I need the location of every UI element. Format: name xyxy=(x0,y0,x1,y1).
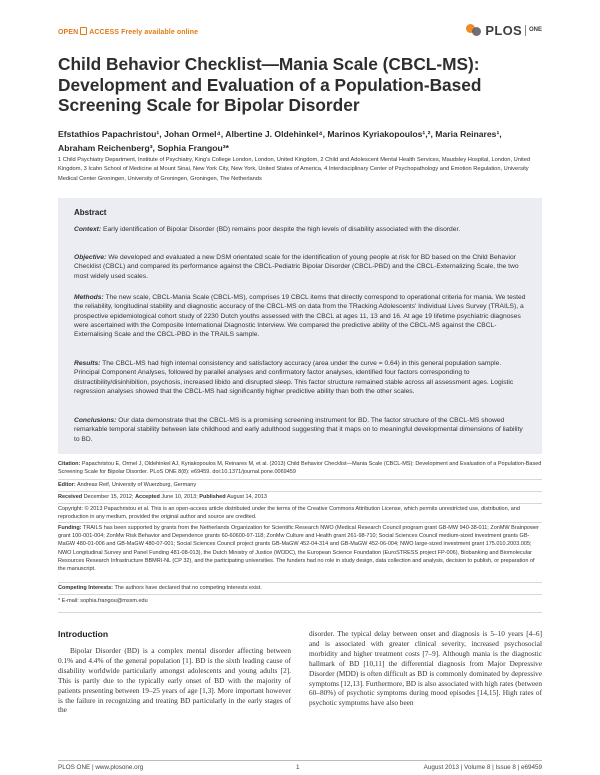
citation-text: Papachristou E, Ormel J, Oldehinkel AJ, Kyriakopoulos M, Reinares M, et al. (2013) Child Behavior Checklist—Mania Scale (CBCL-MS): Development and Evaluation of a Population-Based Screening Scale for Bipolar Disorder. PLoS ONE 8(8): e69459. doi:10.1371/journal.pone.0069459 xyxy=(58,461,542,476)
copyright: Copyright: © 2013 Papachristou et al. This is an open-access article distributed under the terms of the Creative Commons Attribution License, which permits unrestricted use, distribution, and reproduction in any medium, provided the original author and source are credited. xyxy=(58,506,520,521)
affiliations: 1 Child Psychiatry Department, Institute of Psychiatry, King's College London, London, United Kingdom, 2 Child and Adolescent Mental Health Services, Maudsley Hospital, London, United Kingdom, 3 Icahn School of Medicine at Mount Sinai, New York City, New York, United States of America, 4 Interdisciplinary Center of Psychopathology and Emotion Regulation, University Medical Center Groningen, University of Groningen, Groningen, The Netherlands xyxy=(58,157,531,182)
context-text: Early identification of Bipolar Disorder (BD) remains poor despite the high levels of disability associated with the disorder. xyxy=(102,226,461,233)
abstract-heading: Abstract xyxy=(74,208,107,217)
footer-issue-info: August 2013 | Volume 8 | Issue 8 | e69459 xyxy=(423,764,542,771)
abstract-objective xyxy=(74,253,526,281)
access-label: ACCESS xyxy=(89,29,120,36)
divider xyxy=(58,479,542,480)
freely-available-label: Freely available online xyxy=(121,29,199,36)
accepted-label: Accepted xyxy=(135,494,160,500)
footer-journal-link[interactable]: PLOS ONE | www.plosone.org xyxy=(58,764,144,771)
intro-column-right: disorder. The typical delay between onset and diagnosis is 5–10 years [4–6] and is associated with greater clinical severity, increased psychosocial morbidity and higher treatment costs [7–9]. Although mania is the diagnostic hallmark of BD [10,11] the differential diagnosis from Major Depressive Disorder (MDD) is often difficult as BD is commonly dominated by depressive symptoms [12,13]. Furthermore, BD is also associated with high rates (between 60–80%) of psychotic symptoms during mood episodes [14,15]. High rates of psychotic symptoms have also been xyxy=(309,629,542,708)
plos-logo-icon xyxy=(466,22,482,38)
published-date: August 14, 2013 xyxy=(226,494,267,500)
divider xyxy=(58,612,542,613)
conclusions-label: Conclusions: xyxy=(74,417,117,424)
citation xyxy=(58,460,542,476)
logo-one-text: ONE xyxy=(528,27,542,33)
article-title: Child Behavior Checklist—Mania Scale (CBCL-MS): Development and Evaluation of a Population-Based Screening Scale for Bipolar Disorder xyxy=(58,54,482,115)
citation-label: Citation: xyxy=(58,461,81,467)
received-label: Received xyxy=(58,494,83,500)
open-label: OPEN xyxy=(58,29,79,36)
logo-separator xyxy=(525,25,526,36)
divider xyxy=(58,503,542,504)
objective-label: Objective: xyxy=(74,254,107,261)
abstract-context xyxy=(74,225,526,234)
journal-header xyxy=(58,22,542,42)
abstract-box xyxy=(58,198,542,454)
methods-label: Methods: xyxy=(74,294,104,301)
competing-interests xyxy=(58,584,542,592)
divider xyxy=(58,522,542,523)
open-access-lock-icon xyxy=(80,27,87,35)
editor-text: Andreas Reif, University of Wuerzburg, Germany xyxy=(76,482,197,488)
results-text: The CBCL-MS had high internal consistency and satisfactory accuracy (area under the curve = 0.64) in this general population sample. Principal Component Analyses, followed by parallel analyses and confirmatory factor analyses, identified four factors corresponding to distractibility/disinhibition, psychosis, increased libido and disrupted sleep. This factor structure remained stable across all assessment ages. Logistic regression analyses showed that the CBCL-MS had significantly higher predictive ability than both the other scales. xyxy=(74,360,514,396)
funding xyxy=(58,524,542,573)
divider xyxy=(58,491,542,492)
open-access-banner xyxy=(58,27,198,36)
context-label: Context: xyxy=(74,226,102,233)
abstract-conclusions xyxy=(74,416,526,444)
author-list: Efstathios Papachristou¹, Johan Ormel⁴, Albertine J. Oldehinkel⁴, Marinos Kyriakopoulos¹,², Maria Reinares¹, Abraham Reichenberg³, Sophia Frangou³* xyxy=(58,129,502,153)
published-label: Published xyxy=(199,494,226,500)
intro-column-left: Bipolar Disorder (BD) is a complex mental disorder affecting between 0.1% and 4.4% of the general population [1]. BD is the sixth leading cause of disability worldwide particularly amongst adolescents and young adults [2]. This is partly due to the typically early onset of BD with the majority of patients presenting between 19–25 years of age [1,3]. More important however is the failure in recognizing and treating BD particularly in the early stages of the xyxy=(58,646,291,715)
abstract-results xyxy=(74,359,526,396)
funding-label: Funding: xyxy=(58,525,82,531)
logo-plos-text: PLOS xyxy=(485,22,522,38)
competing-label: Competing Interests: xyxy=(58,585,114,591)
results-label: Results: xyxy=(74,360,101,367)
plos-one-logo xyxy=(466,22,542,38)
received-date: December 15, 2012; xyxy=(83,494,134,500)
abstract-methods xyxy=(74,293,526,340)
editor xyxy=(58,481,542,489)
dates xyxy=(58,493,542,501)
divider xyxy=(58,582,542,583)
footer-page-number: 1 xyxy=(296,764,300,771)
objective-text: We developed and evaluated a new DSM orientated scale for the identification of young people at risk for BD based on the Child Behavior Checklist (CBCL) and compared its performance against the CBCL-Pediatric Bipolar Disorder (CBCL-PBD) and the CBCL-Externalizing Scale, the two most widely used scales. xyxy=(74,254,519,280)
introduction-heading: Introduction xyxy=(58,629,109,639)
footer-divider xyxy=(58,760,542,761)
competing-text: The authors have declared that no competing interests exist. xyxy=(114,585,262,591)
divider xyxy=(58,594,542,595)
conclusions-text: Our data demonstrate that the CBCL-MS is a promising screening instrument for BD. The factor structure of the CBCL-MS showed remarkable temporal stability between late childhood and early adulthood suggesting that it maps on to meaningful developmental dimensions of liability to BD. xyxy=(74,417,523,443)
accepted-date: June 10, 2013; xyxy=(161,494,198,500)
funding-text: TRAILS has been supported by grants from the Netherlands Organization for Scientific Research NWO (Medical Research Council program grant GB-MW 940-38-011; ZonMW Brainpower grant 100-001-004; ZonMw Risk Behavior and Dependence grants 60-60600-97-118; ZonMw Culture and Health grant 261-98-710; Social Sciences Council medium-sized investment grants GB-MaGW 480-01-006 and GB-MaGW 480-07-001; Social Sciences Council project grants GB-MaGW 452-04-314 and GB-MaGW 452-06-004; NWO large-sized investment grant 175.010.2003.005; NWO Longitudinal Survey and Panel Funding 481-08-013), the Dutch Ministry of Justice (WODC), the European Science Foundation (EuroSTRESS project FP-006), Biobanking and Biomolecular Resources Research Infrastructure BBMRI-NL (CP 32), and the participating universities. The funders had no role in study design, data collection and analysis, decision to publish, or preparation of the manuscript. xyxy=(58,525,539,573)
email[interactable]: * E-mail: sophia.frangou@mssm.edu xyxy=(58,598,148,604)
methods-text: The new scale, CBCL-Mania Scale (CBCL-MS), comprises 19 CBCL items that directly correspond to operational criteria for mania. We tested the reliability, longitudinal stability and diagnostic accuracy of the CBCL-MS on data from the TRacking Adolescents' Individual Lives Survey (TRAILS), a prospective epidemiological cohort study of 2230 Dutch youths assessed with the CBCL at ages 11, 13 and 16. At age 19 lifetime psychiatric diagnoses were ascertained with the Composite International Diagnostic Interview. We compared the predictive ability of the CBCL-MS against the CBCL-Externalising Scale and the CBCL-PBD in the TRAILS sample. xyxy=(74,294,526,339)
editor-label: Editor: xyxy=(58,482,76,488)
